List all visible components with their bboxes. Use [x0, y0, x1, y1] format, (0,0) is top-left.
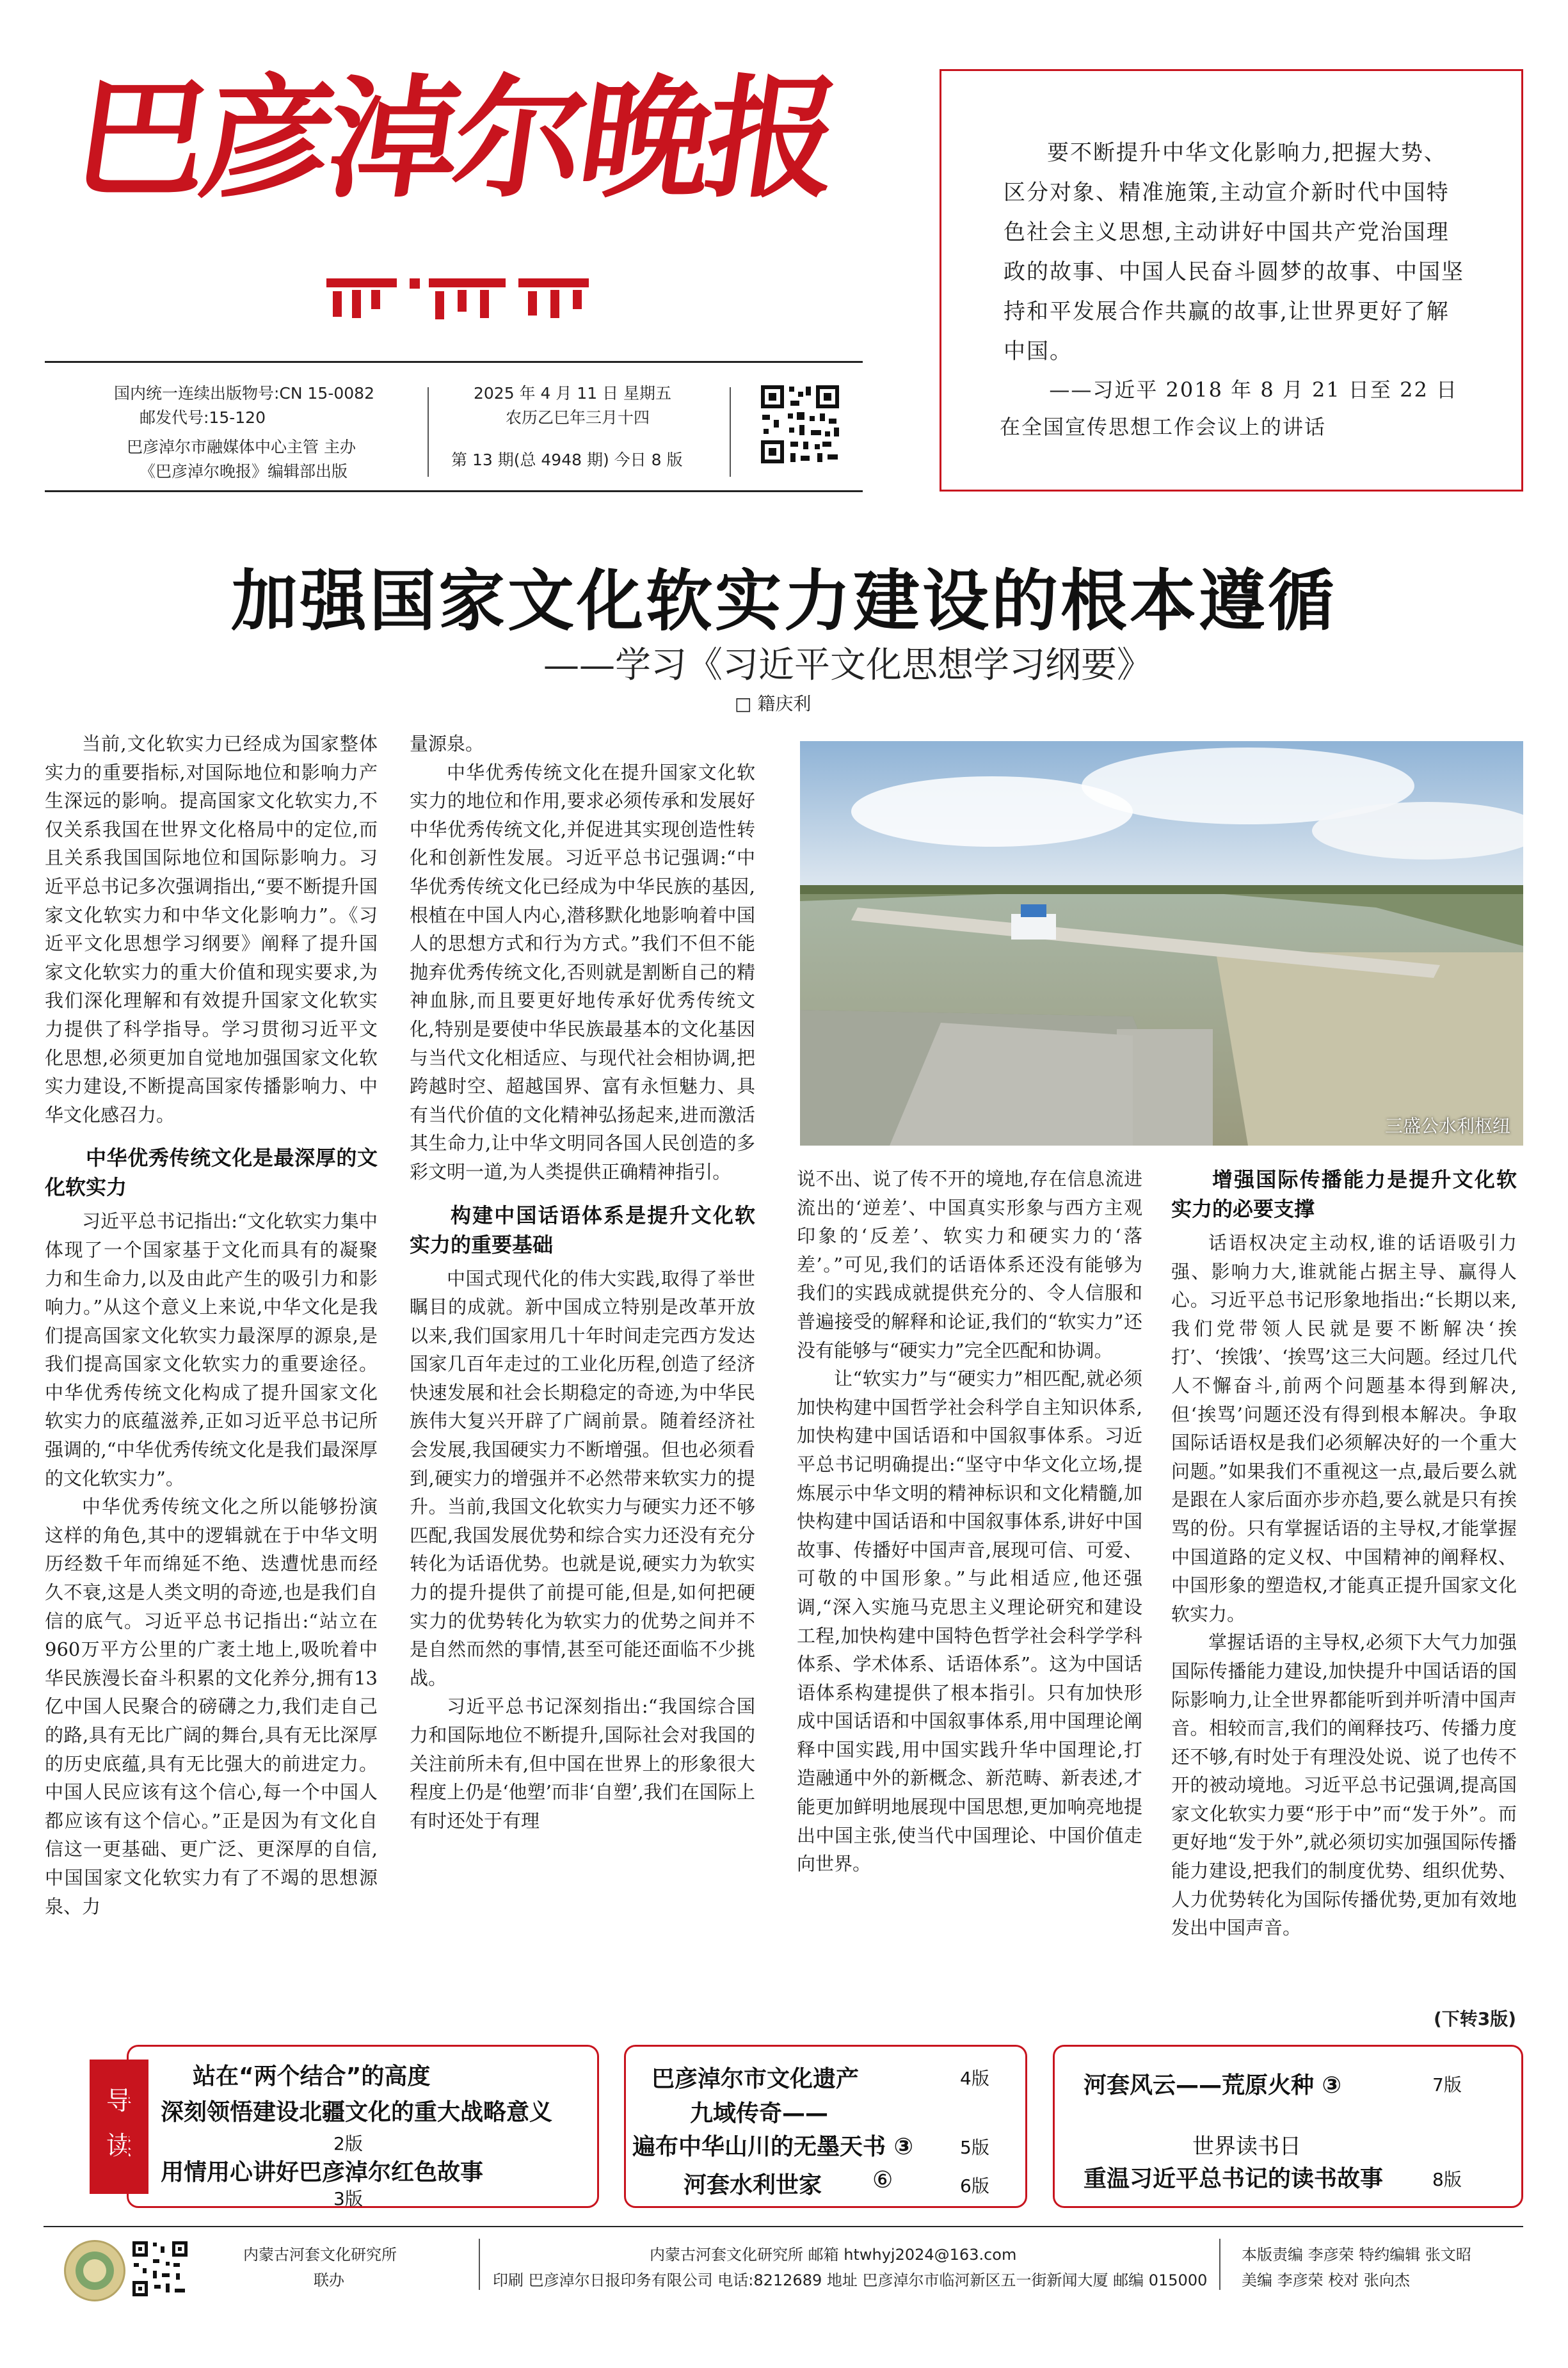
guide-page-ref: 8版 [1432, 2169, 1462, 2190]
masthead-top-rule [45, 361, 863, 363]
paragraph: 中华优秀传统文化之所以能够扮演这样的角色,其中的逻辑就在于中华文明历经数千年而绵延不绝、迭遭忧患而经久不衰,这是人类文明的奇迹,也是我们自信的底气。习近平总书记指出:“站立在960万平方公里的广袤土地上,吸吮着中华民族漫长奋斗积累的文化养分,拥有13亿中国人民聚合的磅礴之力,我们走自己的路,具有无比广阔的舞台,具有无比深厚的历史底蕴,具有无比强大的前进定力。中国人民应该有这个信心,每一个中国人都应该有这个信心。”正是因为有文化自信这一更基础、更广泛、更深厚的自信,中国国家文化软实力有了不竭的思想源泉、力 [45, 1496, 378, 1917]
guide-box-3[interactable] [1053, 2045, 1523, 2208]
guide-item-mark: ⑥ [872, 2167, 893, 2193]
guide-box-2[interactable] [624, 2045, 1027, 2208]
footer-org: 内蒙古河套文化研究所 [243, 2246, 397, 2264]
qr-code-icon [758, 383, 842, 466]
newspaper-logo: 巴彦淖尔晚报 [66, 62, 844, 216]
leader-quote [1000, 133, 1464, 445]
article-column-4 [1171, 1165, 1517, 2032]
footer-address-line1: 内蒙古河套文化研究所 邮箱 htwhyj2024@163.com [650, 2246, 1017, 2264]
article-column-3 [797, 1165, 1142, 2032]
publisher: 《巴彦淖尔晚报》编辑部出版 [140, 462, 348, 481]
mongolian-title-logo [320, 266, 595, 323]
guide-label-char-1: 导 [106, 2086, 132, 2116]
masthead-divider [428, 387, 429, 477]
guide-label-char-2: 读 [106, 2131, 132, 2161]
paragraph: 中国式现代化的伟大实践,取得了举世瞩目的成就。新中国成立特别是改革开放以来,我们国家用几十年时间走完西方发达国家几百年走过的工业化历程,创造了经济快速发展和社会长期稳定的奇迹,为中华民族伟大复兴开辟了广阔前景。随着经济社会发展,我国硬实力不断增强。但也必须看到,硬实力的增强并不必然带来软实力的提升。当前,我国文化软实力与硬实力还不够匹配,我国发展优势和综合实力还没有充分转化为话语优势。也就是说,硬实力为软实力的提升提供了前提可能,但是,如何把硬实力的优势转化为软实力的优势之间并不是自然而然的事情,甚至可能还面临不少挑战。 [410, 1267, 755, 1689]
article-byline: □ 籍庆利 [735, 693, 812, 714]
paragraph: 说不出、说了传不开的境地,存在信息流进流出的‘逆差’、中国真实形象与西方主观印象的‘反差’、软实力和硬实力的‘落差’。”可见,我们的话语体系还没有能够为我们的实践成就提供充分的、令人信服和普遍接受的解释和论证,我们的“软实力”还没有能够与“硬实力”完全匹配和协调。 [797, 1168, 1142, 1361]
footer-editors-line2: 美编 李彦荣 校对 张向杰 [1242, 2271, 1410, 2289]
post-code: 邮发代号:15-120 [140, 408, 266, 427]
footer-divider [1219, 2239, 1220, 2290]
dam-aerial-photo [800, 741, 1523, 1146]
footer-rule [44, 2226, 1523, 2227]
guide-item-line[interactable]: 河套水利世家 [684, 2172, 822, 2198]
paragraph: 中华优秀传统文化在提升国家文化软实力的地位和作用,要求必须传承和发展好中华优秀传统文化,并促进其实现创造性转化和创新性发展。习近平总书记强调:“中华优秀传统文化已经成为中华民族的基因,根植在中国人内心,潜移默化地影响着中国人的思想方式和行为方式。”我们不但不能抛弃优秀传统文化,否则就是割断自己的精神血脉,而且要更好地传承好优秀传统文化,特别是要使中华民族最基本的文化基因与当代文化相适应、与现代社会相协调,把跨越时空、超越国界、富有永恒魅力、具有当代价值的文化精神弘扬起来,进而激活其生命力,让中华文明同各国人民创造的多彩文明一道,为人类提供正确精神指引。 [410, 761, 755, 1183]
footer-divider [479, 2239, 480, 2290]
masthead-divider-2 [730, 387, 731, 477]
article-headline: 加强国家文化软实力建设的根本遵循 [230, 561, 1337, 640]
guide-item-line[interactable]: 用情用心讲好巴彦淖尔红色故事 [161, 2159, 484, 2186]
footer-org-role: 联办 [314, 2271, 344, 2289]
guide-page-ref: 5版 [960, 2137, 989, 2158]
guide-item-line[interactable]: 九域传奇—— [690, 2100, 829, 2127]
section-heading: 构建中国话语体系是提升文化软实力的重要基础 [410, 1203, 755, 1257]
issue-number: 第 13 期(总 4948 期) 今日 8 版 [451, 451, 683, 469]
quote-source-line1: ——习近平 2018 年 8 月 21 日至 22 日 [1049, 378, 1458, 402]
masthead-bottom-rule [45, 490, 863, 492]
footer-editors-line1: 本版责编 李彦荣 特约编辑 张文昭 [1242, 2246, 1471, 2264]
guide-page-ref: 4版 [960, 2068, 989, 2089]
continued-note: (下转3版) [1434, 2008, 1517, 2029]
guide-page-ref: 3版 [333, 2188, 363, 2209]
photo-caption: 三盛公水利枢纽 [1384, 1116, 1510, 1137]
guide-page-ref: 7版 [1432, 2074, 1462, 2095]
article-column-2 [410, 730, 755, 2032]
article-column-1 [45, 730, 378, 2032]
mongolian-script-graphic [320, 266, 595, 323]
guide-page-ref: 2版 [333, 2133, 363, 2154]
section-heading: 增强国际传播能力是提升文化软实力的必要支撑 [1171, 1167, 1517, 1221]
paragraph: 掌握话语的主导权,必须下大气力加强国际传播能力建设,加快提升中国话语的国际影响力,让全世界都能听到并听清中国声音。相较而言,我们的阐释技巧、传播力度还不够,有时处于有理没处说、说了也传不开的被动境地。习近平总书记强调,提高国家文化软实力要“形于中”而“发于外”。而更好地“发于外”,就必须切实加强国际传播能力建设,把我们的制度优势、组织优势、人力优势转化为国际传播优势,更加有效地发出中国声音。 [1171, 1631, 1517, 1939]
sponsor: 巴彦淖尔市融媒体中心主管 主办 [127, 438, 356, 456]
cn-number: 国内统一连续出版物号:CN 15-0082 [114, 384, 374, 403]
paragraph: 让“软实力”与“硬实力”相匹配,就必须加快构建中国哲学社会科学自主知识体系,加快构建中国话语和中国叙事体系。习近平总书记明确提出:“坚守中华文化立场,提炼展示中华文明的精神标识和文化精髓,加快构建中国话语和中国叙事体系,讲好中国故事、传播好中国声音,展现可信、可爱、可敬的中国形象。”与此相适应,他还强调,“深入实施马克思主义理论研究和建设工程,加快构建中国特色哲学社会科学学科体系、学术体系、话语体系”。这为中国话语体系构建提供了根本指引。只有加快形成中国话语和中国叙事体系,用中国理论阐释中国实践,用中国实践升华中国理论,打造融通中外的新概念、新范畴、新表述,才能更加鲜明地展现中国思想,更加响亮地提出中国主张,使当代中国理论、中国价值走向世界。 [797, 1368, 1142, 1875]
guide-item-line[interactable]: 深刻领悟建设北疆文化的重大战略意义 [161, 2099, 553, 2125]
photo-illustration [800, 741, 1523, 1146]
institute-emblem-icon [64, 2240, 125, 2301]
guide-item-line[interactable]: 重温习近平总书记的读书故事 [1084, 2166, 1384, 2192]
paragraph: 习近平总书记深刻指出:“我国综合国力和国际地位不断提升,国际社会对我国的关注前所未有,但中国在世界上的形象很大程度上仍是‘他塑’而非‘自塑’,我们在国际上有时还处于有理 [410, 1695, 755, 1832]
footer-qr-code-icon [131, 2240, 189, 2298]
paragraph: 当前,文化软实力已经成为国家整体实力的重要指标,对国际地位和影响力产生深远的影响。提高国家文化软实力,不仅关系我国在世界文化格局中的定位,而且关系我国国际地位和国际影响力。习近平总书记多次强调指出,“要不断提升国家文化软实力和中华文化影响力”。《习近平文化思想学习纲要》阐释了提升国家文化软实力的重大价值和现实要求,为我们深化理解和有效提升国家文化软实力提供了科学指导。学习贯彻习近平文化思想,必须更加自觉地加强国家文化软实力建设,不断提高国家传播影响力、中华文化感召力。 [45, 733, 378, 1126]
quote-body: 要不断提升中华文化影响力,把握大势、区分对象、精准施策,主动宣介新时代中国特色社会主义思想,主动讲好中国共产党治国理政的故事、中国人民奋斗圆梦的故事、中国坚持和平发展合作共赢的故事,让世界更好了解中国。 [1004, 140, 1464, 364]
paragraph: 习近平总书记指出:“文化软实力集中体现了一个国家基于文化而具有的凝聚力和生命力,以及由此产生的吸引力和影响力。”从这个意义上来说,中华文化是我们提高国家文化软实力最深厚的源泉,是我们提高国家文化软实力的重要途径。中华优秀传统文化构成了提升国家文化软实力的底蕴滋养,正如习近平总书记所强调的,“中华优秀传统文化是我们最深厚的文化软实力”。 [45, 1210, 378, 1489]
quote-source-line2: 在全国宣传思想工作会议上的讲话 [1000, 415, 1327, 439]
article-subheadline: ——学习《习近平文化思想学习纲要》 [543, 644, 1153, 686]
guide-item-line[interactable]: 河套风云——荒原火种 ③ [1084, 2072, 1342, 2099]
issue-date: 2025 年 4 月 11 日 星期五 [474, 384, 672, 403]
guide-item-line[interactable]: 巴彦淖尔市文化遗产 [652, 2066, 860, 2092]
footer-address-line2: 印刷 巴彦淖尔日报印务有限公司 电话:8212689 地址 巴彦淖尔市临河新区五一街新闻大厦 邮编 015000 [493, 2271, 1208, 2289]
paragraph: 量源泉。 [410, 733, 484, 755]
guide-page-ref: 6版 [960, 2175, 989, 2196]
paragraph: 话语权决定主动权,谁的话语吸引力强、影响力大,谁就能占据主导、赢得人心。习近平总书记形象地指出:“长期以来,我们党带领人民就是要不断解决‘挨打’、‘挨饿’、‘挨骂’这三大问题。经过几代人不懈奋斗,前两个问题基本得到解决,但‘挨骂’问题还没有得到根本解决。争取国际话语权是我们必须解决好的一个重大问题。”如果我们不重视这一点,最后要么就是跟在人家后面亦步亦趋,要么就是只有挨骂的份。只有掌握话语的主导权,才能掌握中国道路的定义权、中国精神的阐释权、中国形象的塑造权,才能真正提升国家文化软实力。 [1171, 1232, 1517, 1625]
guide-item-kicker: 世界读书日 [1192, 2134, 1301, 2159]
section-heading: 中华优秀传统文化是最深厚的文化软实力 [45, 1146, 378, 1200]
guide-item-line[interactable]: 遍布中华山川的无墨天书 ③ [632, 2134, 914, 2160]
guide-item-line[interactable]: 站在“两个结合”的高度 [193, 2063, 431, 2090]
lunar-date: 农历乙巳年三月十四 [506, 408, 650, 427]
guide-box-1[interactable] [127, 2045, 599, 2208]
